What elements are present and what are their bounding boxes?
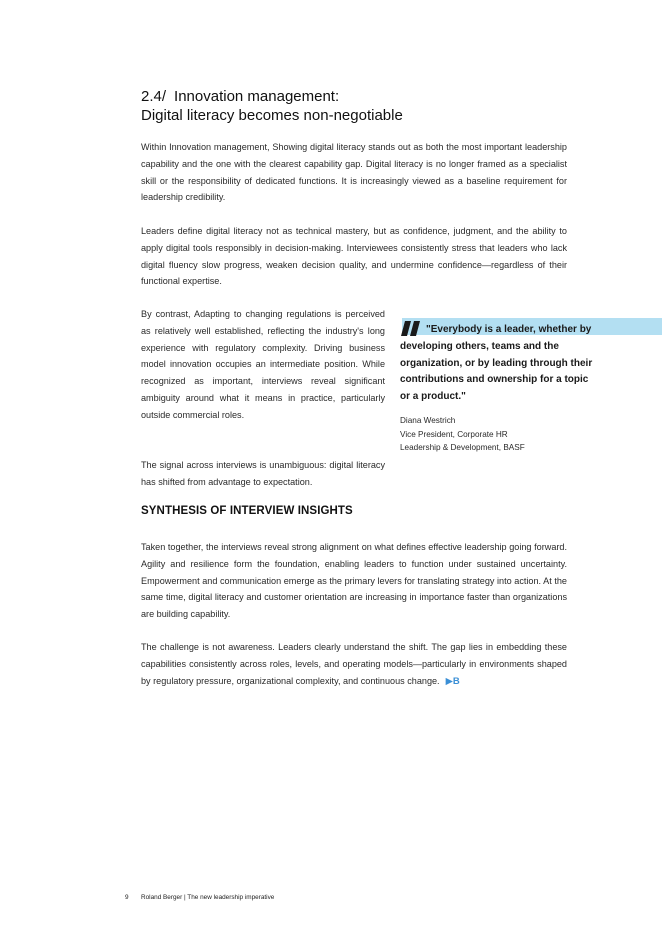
section-title [141, 87, 571, 125]
end-of-section-link[interactable]: ▶B [445, 675, 460, 687]
paragraph-synthesis: Taken together, the interviews reveal strong alignment on what defines effective leadership going forward. Agility and resilience form the foundation, enabling leaders to function under sustained uncertainty. Empowerment and communication emerge as the primary levers for translating strategy into action. At the same time, digital literacy and customer orientation are increasing in importance faster than organizations are building capability. [141, 542, 567, 620]
pull-quote-text: "Everybody is a leader, whether by developing others, teams and the organization, or by leading through their contributions and ownership for a topic or a product." [400, 324, 593, 403]
paragraph-definition: Leaders define digital literacy not as technical mastery, but as confidence, judgment, and the ability to apply digital tools responsibly in decision-making. Interviewees consistently stress that leaders who lack digital fluency slow progress, weaken decision quality, and undermine confidence—regardless of their functional expertise. [141, 226, 567, 287]
quote-attribution [400, 414, 600, 455]
synthesis-heading: SYNTHESIS OF INTERVIEW INSIGHTS [141, 505, 353, 517]
section-number: 2.4/ [141, 88, 167, 105]
paragraph-challenge [141, 639, 567, 690]
paragraph-contrast: By contrast, Adapting to changing regulations is perceived as relatively well established, reflecting the industry's long experience with regulatory complexity. Driving business model innovation occupies an intermediate position. While recognized as important, interviews reveal significant ambiguity around what it means in practice, particularly outside commercial roles. [141, 309, 385, 420]
paragraph-intro: Within Innovation management, Showing digital literacy stands out as both the most important leadership capability and the one with the clearest capability gap. Digital literacy is no longer framed as a specialist skill or the responsibility of dedicated functions. It is increasingly viewed as a baseline requirement for leadership credibility. [141, 142, 567, 203]
footer-text: Roland Berger | The new leadership imperative [141, 894, 275, 901]
page-footer [125, 894, 274, 901]
section-title-line1 [141, 87, 571, 106]
paragraph-signal: The signal across interviews is unambiguous: digital literacy has shifted from advantage to expectation. [141, 460, 385, 487]
paragraph-challenge-text: The challenge is not awareness. Leaders clearly understand the shift. The gap lies in embedding these capabilities consistently across roles, levels, and operating models—particularly in environments shaped by regulatory pressure, organizational complexity, and continuous change. [141, 642, 567, 686]
section-subtitle: Digital literacy becomes non-negotiable [141, 107, 403, 124]
section-title-text: Innovation management: [174, 88, 340, 105]
page-number: 9 [125, 894, 129, 901]
quote-author-name: Diana Westrich [400, 416, 456, 425]
quote-author-title: Vice President, Corporate HR [400, 429, 508, 439]
quote-author-org: Leadership & Development, BASF [400, 443, 525, 452]
